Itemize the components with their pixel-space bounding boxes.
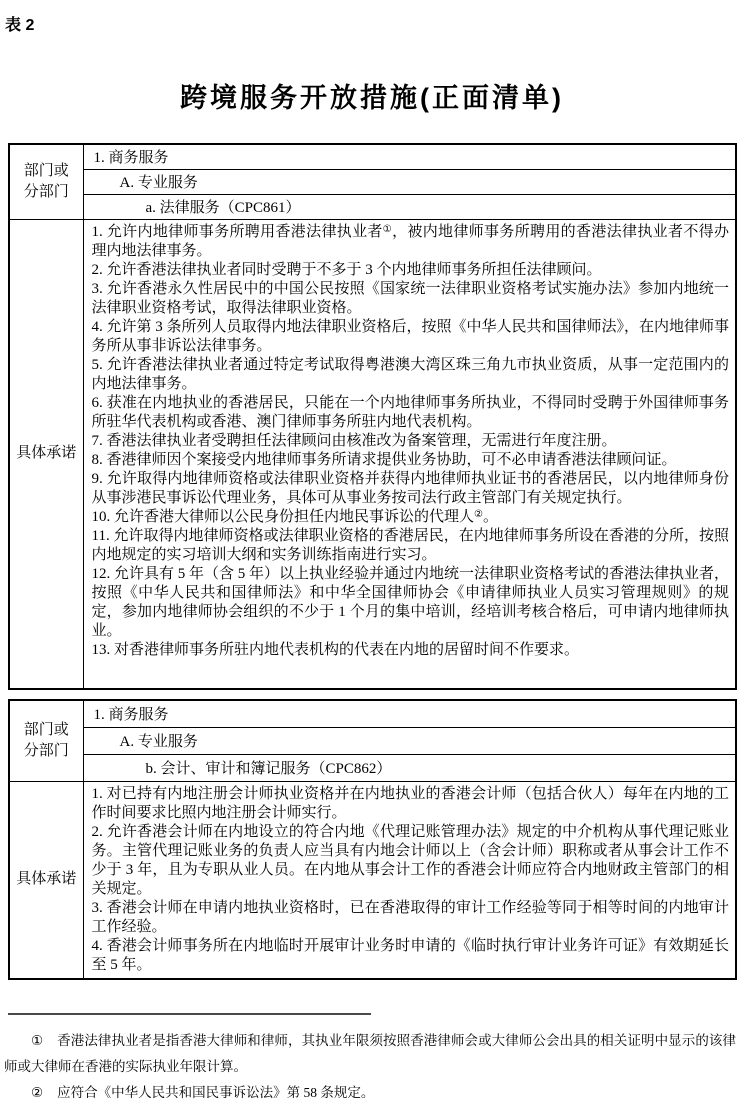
accounting-services-table [8,699,737,980]
commitment-item: 2. 允许香港会计师在内地设立的符合内地《代理记账管理办法》规定的中介机构从事代理记账业务。主管代理记账业务的负责人应当具有内地会计师以上（含会计师）职称或者从事会计工作不少于 3 年，且为专职从业人员。在内地从事会计工作的香港会计师应符合内地财政主管部门的相关规定。 [91,823,729,897]
commitment-items-list [92,223,730,660]
commitment-items-list [92,785,730,975]
commitment-items-cell [83,219,736,689]
sector-level-1: 1. 商务服务 [83,144,736,169]
dept-label-line: 分部门 [23,742,69,759]
footnotes-block [0,1028,740,1106]
footnote [4,1028,736,1080]
footnote-text: 香港法律执业者是指香港大律师和律师，其执业年限须按照香港律师会或大律师公会出具的相关证明中显示的该律师或大律师在香港的实际执业年限计算。 [4,1033,736,1074]
commitment-item: 13. 对香港律师事务所驻内地代表机构的代表在内地的居留时间不作要求。 [91,641,580,658]
sector-level-1: 1. 商务服务 [83,700,736,727]
commitment-item: 1. 允许内地律师事务所聘用香港法律执业者①，被内地律师事务所聘用的香港法律执业者不得办理内地法律事务。 [91,223,729,259]
commitment-item: 6. 获准在内地执业的香港居民，只能在一个内地律师事务所执业，不得同时受聘于外国律师事务所驻华代表机构或香港、澳门律师事务所驻内地代表机构。 [91,394,729,430]
footnote-ref-icon: ① [382,223,393,235]
commitment-item: 8. 香港律师因个案接受内地律师事务所请求提供业务协助，可不必申请香港法律顾问证。 [91,451,677,468]
commitment-header-cell: 具体承诺 [9,219,83,689]
table-row [9,144,736,169]
commitment-item: 12. 允许具有 5 年（含 5 年）以上执业经验并通过内地统一法律职业资格考试的香港法律执业者，按照《中华人民共和国律师法》和中华全国律师协会《申请律师执业人员实习管理规则》的规定，参加内地律师协会组织的不少于 1 个月的集中培训，经培训考核合格后，可申请内地律师执业。 [91,565,730,639]
commitment-item: 4. 允许第 3 条所列人员取得内地法律职业资格后，按照《中华人民共和国律师法》，在内地律师事务所从事非诉讼法律事务。 [91,318,730,354]
table-row [9,781,736,979]
footnote-marker: ② [31,1085,44,1100]
footnote-text: 应符合《中华人民共和国民事诉讼法》第 58 条规定。 [57,1085,375,1100]
table-row [9,700,736,727]
dept-label-line: 分部门 [23,183,69,200]
table-row [9,194,736,219]
dept-label-line: 部门或 [23,162,69,179]
dept-header-cell [9,144,83,219]
table-number-label: 表 2 [5,17,35,34]
commitment-item: 3. 允许香港永久性居民中的中国公民按照《国家统一法律职业资格考试实施办法》参加内地统一法律职业资格考试，取得法律职业资格。 [91,280,729,316]
commitment-item: 2. 允许香港法律执业者同时受聘于不多于 3 个内地律师事务所担任法律顾问。 [91,261,602,278]
commitment-item: 11. 允许取得内地律师资格或法律职业资格的香港居民，在内地律师事务所设在香港的分所，按照内地规定的实习培训大纲和实务训练指南进行实习。 [91,527,729,563]
sector-level-2: A. 专业服务 [83,727,736,754]
sector-level-3: a. 法律服务（CPC861） [83,194,736,219]
table-row [9,219,736,689]
table-row [9,754,736,781]
commitment-item: 5. 允许香港法律执业者通过特定考试取得粤港澳大湾区珠三角九市执业资质，从事一定范围内的内地法律事务。 [91,356,729,392]
commitment-header-cell: 具体承诺 [9,781,83,979]
footnote-ref-icon: ② [474,508,483,520]
commitment-item: 3. 香港会计师在申请内地执业资格时，已在香港取得的审计工作经验等同于相等时间的内地审计工作经验。 [91,899,729,935]
dept-label-line: 部门或 [23,721,69,738]
legal-services-table [8,143,737,690]
footnote-marker: ① [31,1033,44,1048]
sector-level-3: b. 会计、审计和簿记服务（CPC862） [83,754,736,781]
footnote-separator [8,1013,371,1015]
sector-level-2: A. 专业服务 [83,169,736,194]
commitment-item: 1. 对已持有内地注册会计师执业资格并在内地执业的香港会计师（包括合伙人）每年在内地的工作时间要求比照内地注册会计师实行。 [91,785,729,821]
commitment-item: 10. 允许香港大律师以公民身份担任内地民事诉讼的代理人②。 [91,508,498,525]
table-row [9,727,736,754]
table-row [9,169,736,194]
commitment-item: 7. 香港法律执业者受聘担任法律顾问由核准改为备案管理，无需进行年度注册。 [91,432,617,449]
page-title: 跨境服务开放措施(正面清单) [180,83,564,113]
commitment-item: 4. 香港会计师事务所在内地临时开展审计业务时申请的《临时执行审计业务许可证》有效期延长至 5 年。 [91,937,729,973]
dept-header-cell [9,700,83,781]
commitment-item: 9. 允许取得内地律师资格或法律职业资格并获得内地律师执业证书的香港居民，以内地律师身份从事涉港民事诉讼代理业务，具体可从事业务按司法行政主管部门有关规定执行。 [91,470,729,506]
commitment-items-cell [83,781,736,979]
footnote [4,1080,736,1106]
